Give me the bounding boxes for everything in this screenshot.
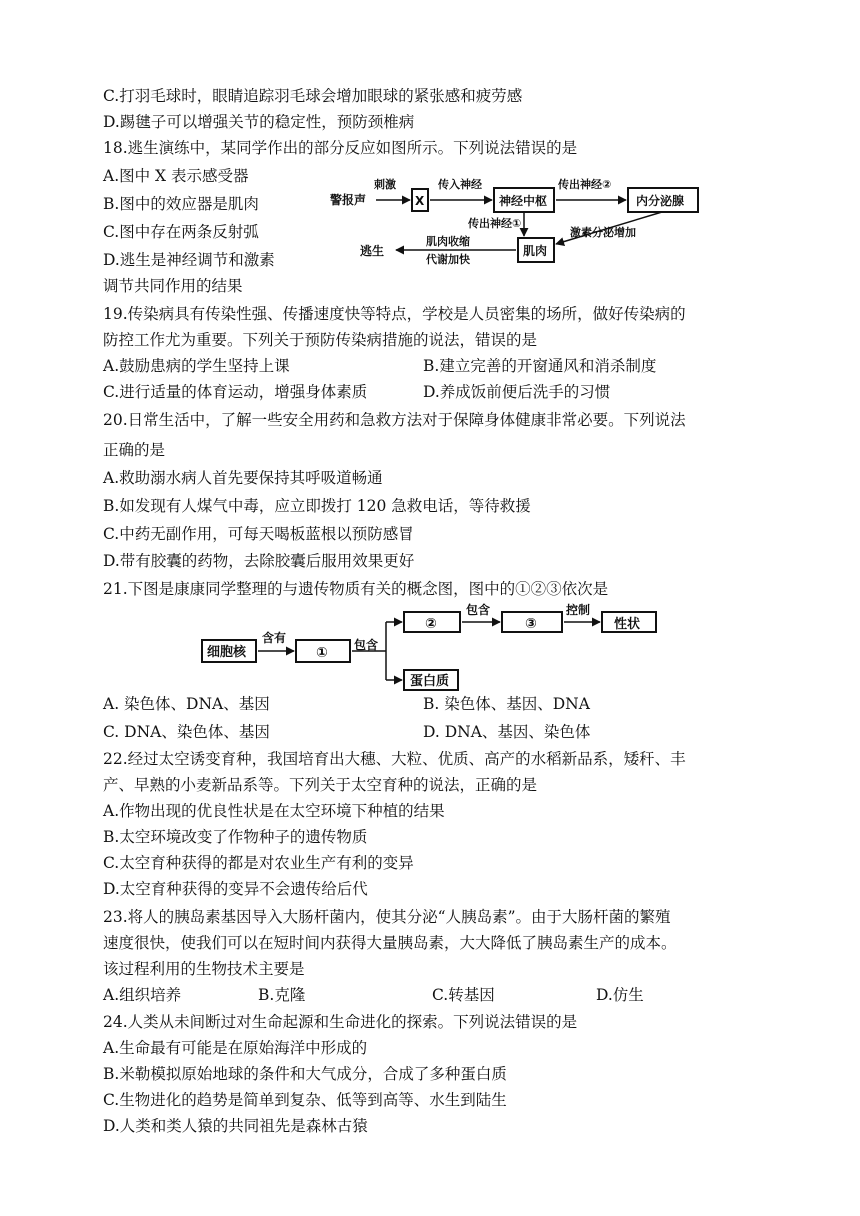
q24-option-a: A.生命最有可能是在原始海洋中形成的 (103, 1039, 368, 1057)
q21-option-a: A. 染色体、DNA、基因 (103, 695, 270, 713)
escape-label: 逃生 (360, 244, 385, 258)
include2-label: 包含 (466, 603, 491, 617)
q22-stem-1: 22.经过太空诱变育种，我国培育出大穗、大粒、优质、高产的水稻新品系，矮秆、丰 (103, 750, 686, 768)
contract-label: 肌肉收缩 (426, 235, 470, 248)
trait-box: 性状 (614, 617, 641, 632)
stimulus-label: 刺激 (374, 178, 396, 191)
q22-stem-2: 产、早熟的小麦新品系等。下列关于太空育种的说法，正确的是 (103, 776, 538, 794)
alarm-label: 警报声 (330, 193, 367, 207)
muscle-box: 肌肉 (523, 244, 548, 258)
q23-option-a: A.组织培养 (103, 986, 182, 1004)
q20-option-b: B.如发现有人煤气中毒，应立即拨打 120 急救电话，等待救援 (103, 497, 531, 515)
gland-box: 内分泌腺 (636, 194, 685, 208)
q24-option-d: D.人类和类人猿的共同祖先是森林古猿 (103, 1117, 368, 1135)
receptor-x: X (415, 194, 425, 208)
control-label: 控制 (566, 603, 591, 617)
q24-option-c: C.生物进化的趋势是简单到复杂、低等到高等、水生到陆生 (103, 1091, 507, 1109)
q22-option-d: D.太空育种获得的变异不会遗传给后代 (103, 880, 368, 898)
q19-stem-1: 19.传染病具有传染性强、传播速度快等特点，学校是人员密集的场所，做好传染病的 (103, 305, 686, 323)
circle-3-box: ③ (525, 616, 537, 632)
q23-stem-2: 速度很快，使我们可以在短时间内获得大量胰岛素，大大降低了胰岛素生产的成本。 (103, 934, 677, 952)
q22-option-a: A.作物出现的优良性状是在太空环境下种植的结果 (103, 802, 445, 820)
q21-option-c: C. DNA、染色体、基因 (103, 723, 270, 741)
genetics-concept-map (196, 600, 670, 696)
q20-stem-2: 正确的是 (103, 441, 166, 459)
q19-option-d: D.养成饭前便后洗手的习惯 (423, 383, 611, 401)
efferent1-label: 传出神经① (468, 217, 522, 230)
circle-2-box: ② (425, 616, 437, 632)
q17-option-c: C.打羽毛球时，眼睛追踪羽毛球会增加眼球的紧张感和疲劳感 (103, 87, 523, 105)
reflex-arc-diagram (326, 176, 706, 272)
q18-option-b: B.图中的效应器是肌肉 (103, 195, 259, 213)
q19-option-a: A.鼓励患病的学生坚持上课 (103, 357, 290, 375)
q21-option-d: D. DNA、基因、染色体 (423, 723, 591, 741)
q18-option-d-cont: 调节共同作用的结果 (103, 277, 243, 295)
nerve-center-box: 神经中枢 (499, 194, 548, 208)
q23-option-c: C.转基因 (432, 986, 495, 1004)
efferent2-label: 传出神经② (558, 178, 612, 191)
afferent-label: 传入神经 (438, 178, 482, 191)
q19-option-b: B.建立完善的开窗通风和消杀制度 (423, 357, 657, 375)
q20-option-a: A.救助溺水病人首先要保持其呼吸道畅通 (103, 469, 383, 487)
q22-option-b: B.太空环境改变了作物种子的遗传物质 (103, 828, 368, 846)
q20-stem-1: 20.日常生活中，了解一些安全用药和急救方法对于保障身体健康非常必要。下列说法 (103, 411, 686, 429)
q23-option-d: D.仿生 (596, 986, 644, 1004)
metabolism-label: 代谢加快 (426, 253, 470, 266)
protein-box: 蛋白质 (410, 674, 450, 689)
q18-stem: 18.逃生演练中，某同学作出的部分反应如图所示。下列说法错误的是 (103, 139, 578, 157)
q19-option-c: C.进行适量的体育运动，增强身体素质 (103, 383, 368, 401)
q18-option-d: D.逃生是神经调节和激素 (103, 251, 275, 269)
q18-option-a: A.图中 X 表示感受器 (103, 167, 249, 185)
q24-stem: 24.人类从未间断过对生命起源和生命进化的探索。下列说法错误的是 (103, 1013, 578, 1031)
q20-option-c: C.中药无副作用，可每天喝板蓝根以预防感冒 (103, 525, 414, 543)
q17-option-d: D.踢毽子可以增强关节的稳定性，预防颈椎病 (103, 113, 415, 131)
circle-1-box: ① (316, 645, 328, 661)
nucleus-box: 细胞核 (207, 645, 247, 660)
q19-stem-2: 防控工作尤为重要。下列关于预防传染病措施的说法，错误的是 (103, 331, 538, 349)
q20-option-d: D.带有胶囊的药物，去除胶囊后服用效果更好 (103, 552, 415, 570)
q18-option-c: C.图中存在两条反射弧 (103, 223, 259, 241)
q23-stem-1: 23.将人的胰岛素基因导入大肠杆菌内，使其分泌“人胰岛素”。由于大肠杆菌的繁殖 (103, 908, 671, 926)
q22-option-c: C.太空育种获得的都是对农业生产有利的变异 (103, 854, 414, 872)
q23-stem-3: 该过程利用的生物技术主要是 (103, 960, 305, 978)
q21-stem: 21.下图是康康同学整理的与遗传物质有关的概念图，图中的①②③依次是 (103, 580, 609, 598)
contains-label: 含有 (262, 631, 287, 645)
q21-option-b: B. 染色体、基因、DNA (423, 695, 590, 713)
include1-label: 包含 (354, 638, 379, 652)
q23-option-b: B.克隆 (258, 986, 306, 1004)
q24-option-b: B.米勒模拟原始地球的条件和大气成分，合成了多种蛋白质 (103, 1065, 507, 1083)
hormone-label: 激素分泌增加 (570, 226, 636, 239)
